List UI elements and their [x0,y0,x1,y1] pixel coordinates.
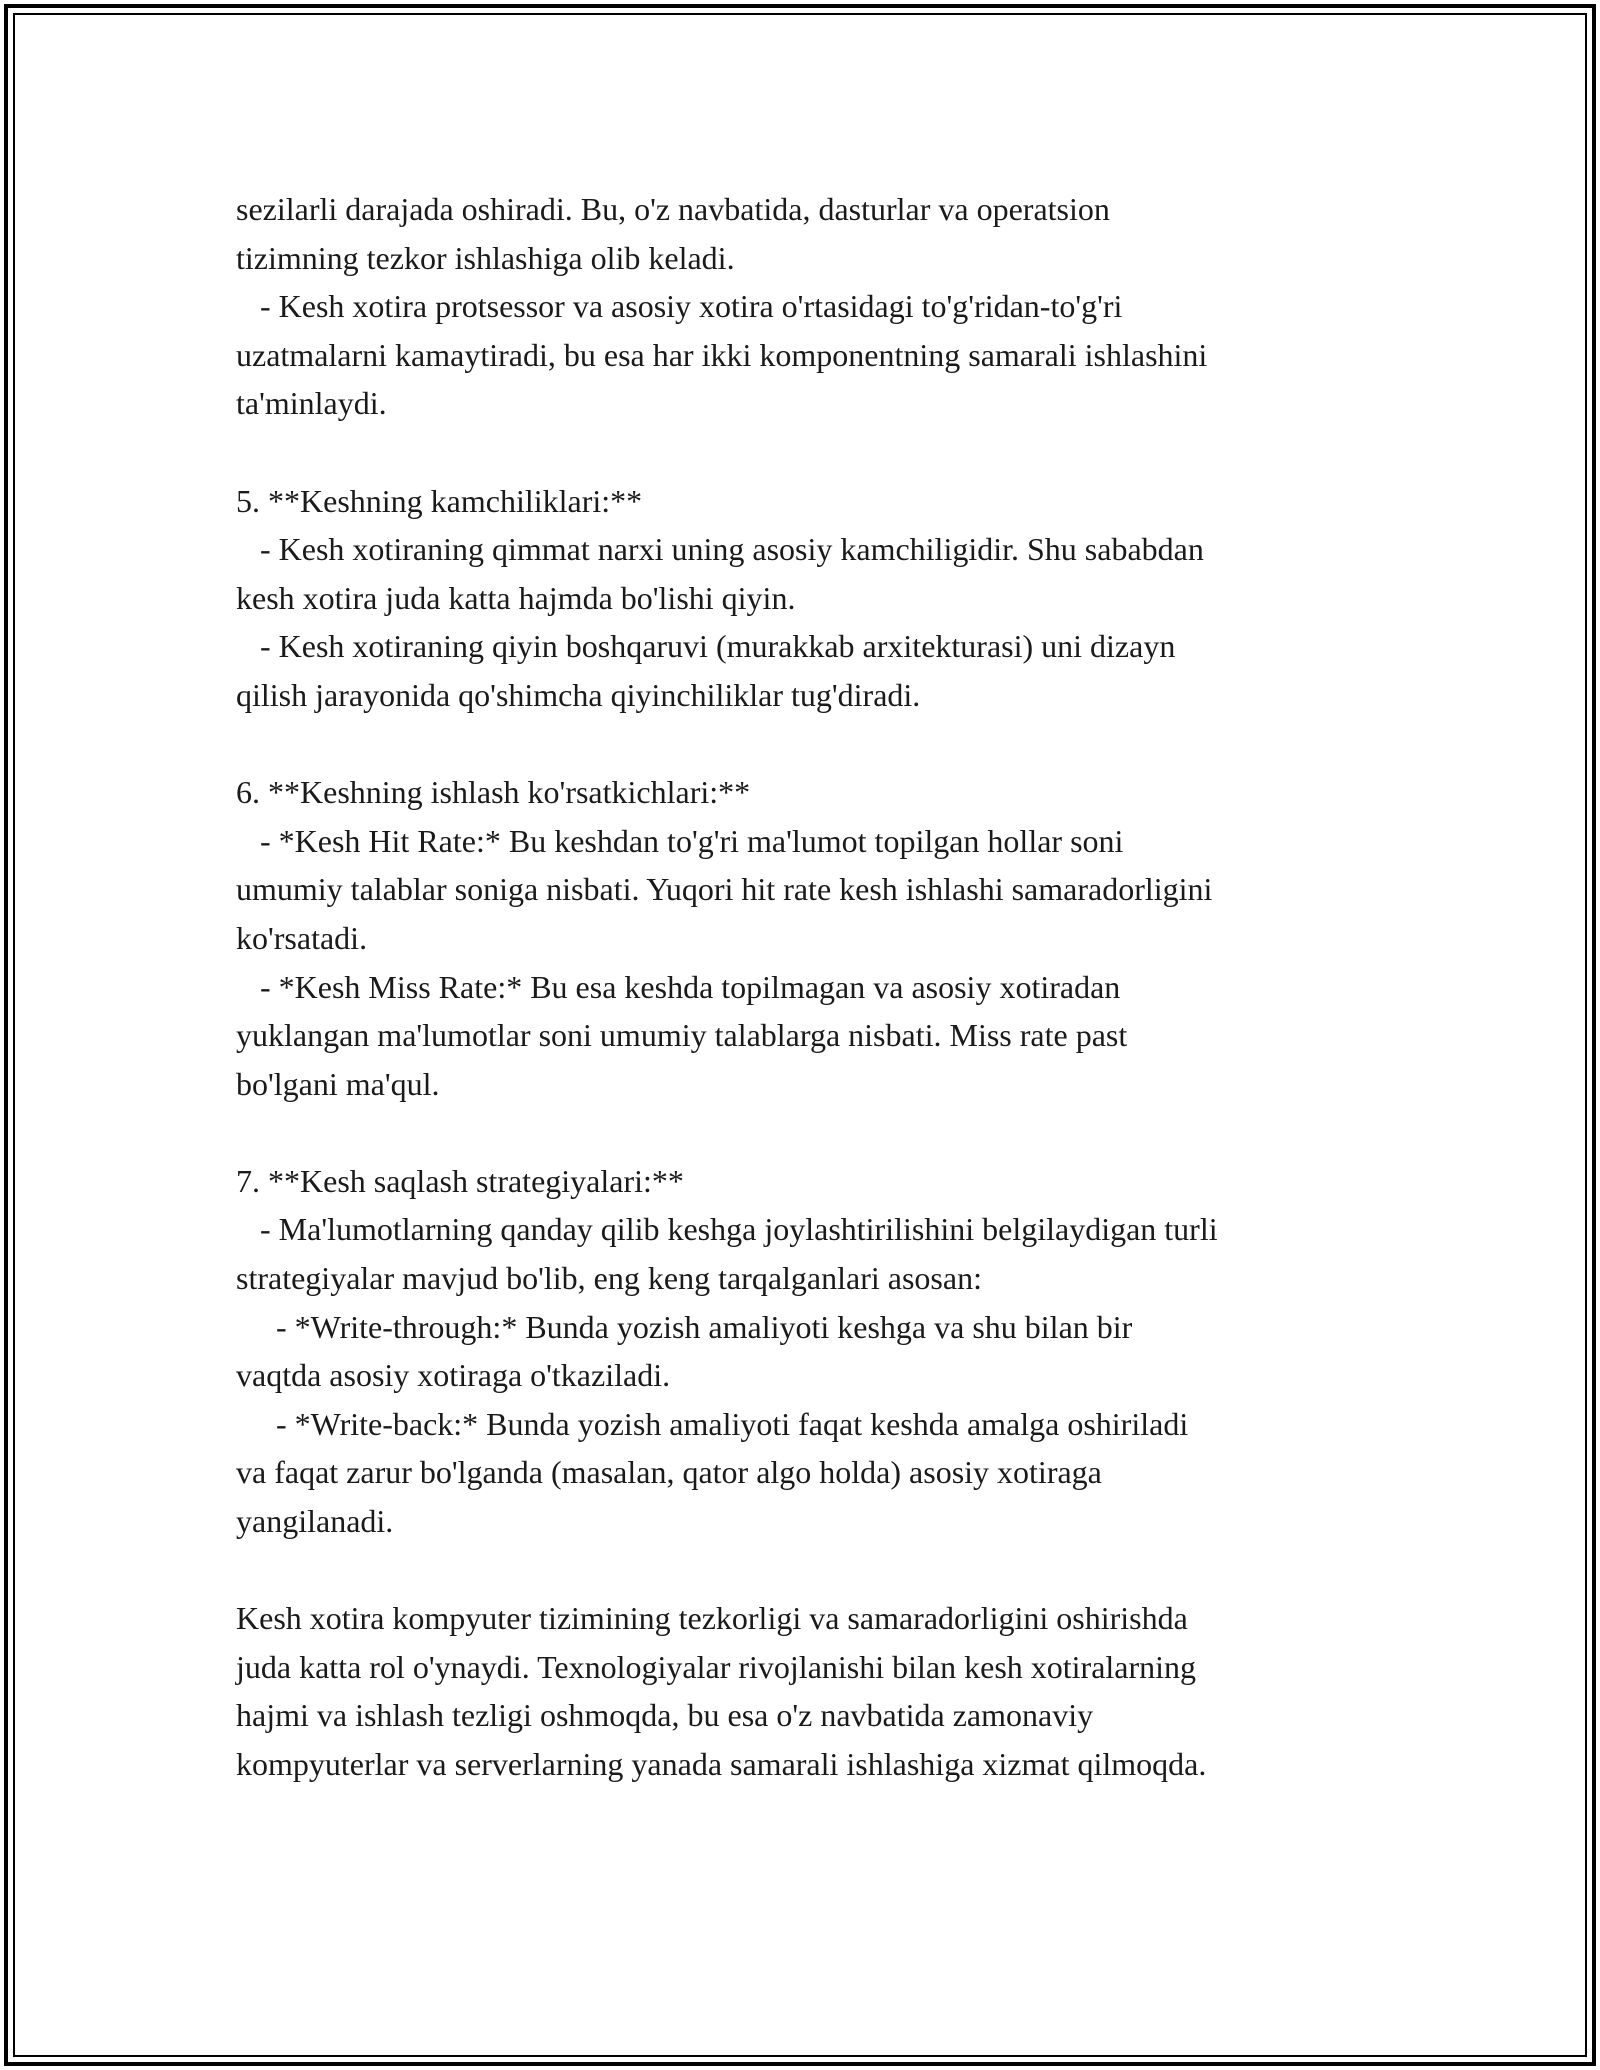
text-line: qilish jarayonida qo'shimcha qiyinchiliklar tug'diradi. [236,676,921,713]
conclusion-paragraph [236,1594,1416,1788]
section-heading: 7. **Kesh saqlash strategiyalari:** [236,1162,684,1199]
text-line: uzatmalarni kamaytiradi, bu esa har ikki komponentning samarali ishlashini [236,336,1208,373]
text-line: ta'minlaydi. [236,385,387,422]
text-line: bo'lgani ma'qul. [236,1065,440,1102]
sub-bullet-line: - *Write-through:* Bunda yozish amaliyoti keshga va shu bilan bir [236,1308,1133,1345]
paragraph-continuation [236,185,1416,428]
text-line: umumiy talablar soniga nisbati. Yuqori hit rate kesh ishlashi samaradorligini [236,871,1213,908]
text-line: juda katta rol o'ynaydi. Texnologiyalar rivojlanishi bilan kesh xotiralarning [236,1648,1197,1685]
paragraph-spacer [236,428,1416,477]
text-line: vaqtda asosiy xotiraga o'tkaziladi. [236,1357,671,1394]
bullet-line: - Kesh xotira protsessor va asosiy xotira o'rtasidagi to'g'ridan-to'g'ri [236,288,1123,325]
text-line: sezilarli darajada oshiradi. Bu, o'z navbatida, dasturlar va operatsion [236,191,1110,227]
text-line: hajmi va ishlash tezligi oshmoqda, bu esa o'z navbatida zamonaviy [236,1697,1094,1734]
text-line: yuklangan ma'lumotlar soni umumiy talablarga nisbati. Miss rate past [236,1017,1128,1054]
text-line: yangilanadi. [236,1503,394,1540]
bullet-line: - Kesh xotiraning qimmat narxi uning asosiy kamchiligidir. Shu sababdan [236,531,1204,568]
bullet-line: - Ma'lumotlarning qanday qilib keshga joylashtirilishini belgilaydigan turli [236,1211,1218,1248]
text-line: strategiyalar mavjud bo'lib, eng keng tarqalganlari asosan: [236,1260,982,1297]
document-body [236,185,1416,1789]
section-heading: 6. **Keshning ishlash ko'rsatkichlari:** [236,774,751,811]
bullet-line: - *Kesh Miss Rate:* Bu esa keshda topilmagan va asosiy xotiradan [236,968,1121,1005]
text-line: kesh xotira juda katta hajmda bo'lishi qiyin. [236,579,796,616]
bullet-line: - Kesh xotiraning qiyin boshqaruvi (murakkab arxitekturasi) uni dizayn [236,628,1176,665]
section-heading: 5. **Keshning kamchiliklari:** [236,482,643,519]
bullet-line: - *Kesh Hit Rate:* Bu keshdan to'g'ri ma'lumot topilgan hollar soni [236,822,1124,859]
text-line: va faqat zarur bo'lganda (masalan, qator algo holda) asosiy xotiraga [236,1454,1102,1491]
sub-bullet-line: - *Write-back:* Bunda yozish amaliyoti faqat keshda amalga oshiriladi [236,1405,1189,1442]
section-6 [236,768,1416,1108]
text-line: kompyuterlar va serverlarning yanada samarali ishlashiga xizmat qilmoqda. [236,1746,1207,1782]
text-line: tizimning tezkor ishlashiga olib keladi. [236,239,735,276]
paragraph-spacer [236,1108,1416,1157]
paragraph-spacer [236,720,1416,769]
section-7 [236,1157,1416,1546]
paragraph-spacer [236,1546,1416,1595]
section-5 [236,477,1416,720]
text-line: ko'rsatadi. [236,919,368,956]
text-line: Kesh xotira kompyuter tizimining tezkorligi va samaradorligini oshirishda [236,1600,1188,1637]
